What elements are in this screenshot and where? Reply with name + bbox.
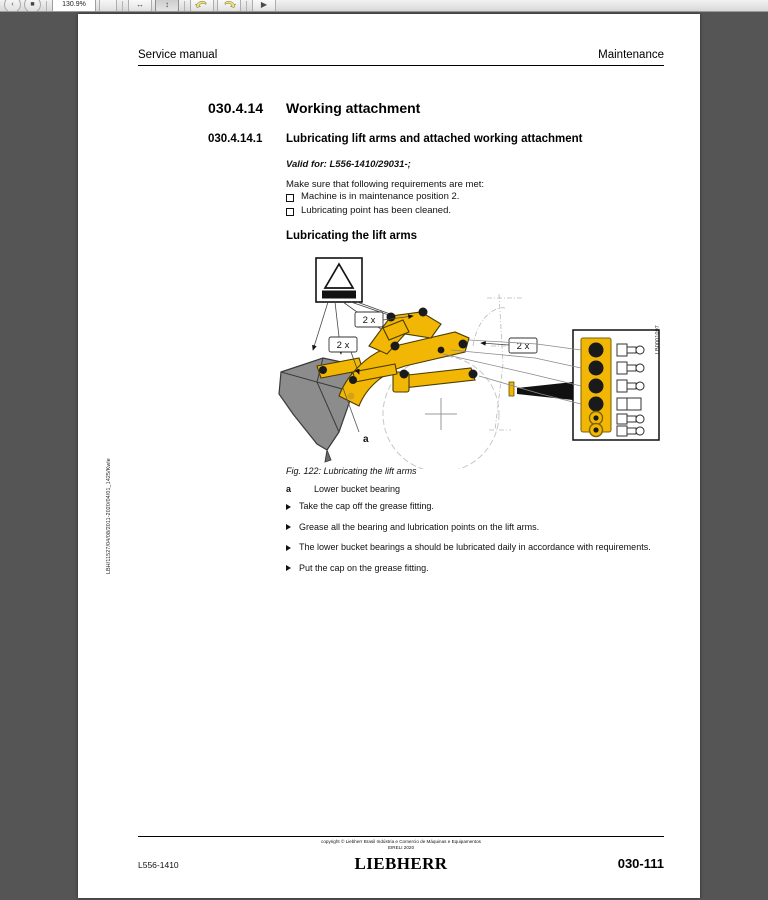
subsection-title: Lubricating the lift arms: [286, 230, 417, 242]
requirements-intro: Make sure that following requirements are met:: [286, 179, 485, 190]
page-content: [78, 14, 700, 898]
section-heading-1: [208, 100, 678, 116]
next-view-arrow-icon[interactable]: [217, 0, 241, 12]
running-head: [138, 49, 664, 66]
footer-rule: [138, 836, 664, 837]
document-side-code: LBH/11527/04/08/2011-2020/04/01_1425/Kwle: [106, 458, 112, 574]
section-1-title: Working attachment: [286, 100, 421, 116]
section-1-number: 030.4.14: [208, 100, 264, 116]
procedure-steps: [286, 501, 666, 583]
requirement-text: Machine is in maintenance position 2.: [301, 191, 460, 202]
requirement-item: [286, 191, 459, 203]
step-triangle-icon: [286, 524, 291, 530]
valid-for-note: Valid for: L556-1410/29031-;: [286, 159, 411, 170]
fit-width-icon[interactable]: ↔: [128, 0, 152, 12]
figure-caption: Fig. 122: Lubricating the lift arms: [286, 466, 417, 476]
procedure-step: [286, 542, 666, 554]
section-heading-2: [208, 133, 678, 145]
procedure-step: [286, 501, 666, 513]
central-lubrication-block: [573, 330, 659, 440]
fit-page-icon[interactable]: ↕: [155, 0, 179, 12]
zoom-stepper[interactable]: [99, 0, 117, 12]
requirement-item: [286, 205, 459, 217]
callout-2x-right: [481, 338, 537, 353]
svg-text:a: a: [363, 434, 369, 445]
step-text: The lower bucket bearings a should be lubricated daily in accordance with requirements.: [299, 542, 651, 552]
step-text: Take the cap off the grease fitting.: [299, 501, 434, 511]
svg-text:2 x: 2 x: [362, 315, 376, 326]
figure-lubricating-lift-arms: [273, 254, 678, 469]
grease-gun-icon: [316, 258, 362, 302]
legend-text: Lower bucket bearing: [314, 484, 401, 494]
procedure-step: [286, 522, 666, 534]
copyright-line-1: copyright © Liebherr Brasil Indústria e Comercio de Máquinas e Equipamentos: [321, 839, 481, 844]
svg-text:2 x: 2 x: [516, 341, 530, 352]
toolbar-separator: [46, 1, 47, 12]
toolbar-separator: [246, 1, 247, 12]
select-tool-icon[interactable]: ▶: [252, 0, 276, 12]
running-head-right: Maintenance: [598, 49, 664, 61]
requirements-list: [286, 191, 459, 219]
checkbox-icon: [286, 208, 294, 216]
section-2-title: Lubricating lift arms and attached working attachment: [286, 133, 583, 145]
step-triangle-icon: [286, 504, 291, 510]
copyright-notice: [138, 839, 664, 851]
step-triangle-icon: [286, 565, 291, 571]
step-text: Put the cap on the grease fitting.: [299, 562, 429, 573]
save-icon[interactable]: ■: [24, 0, 41, 12]
pdf-toolbar: [0, 0, 768, 12]
copyright-line-2: EIRELI 2020: [387, 845, 415, 851]
legend-key: a: [286, 484, 292, 494]
requirement-text: Lubricating point has been cleaned.: [301, 205, 452, 216]
section-2-number: 030.4.14.1: [208, 133, 263, 145]
running-head-left: Service manual: [138, 49, 218, 61]
back-arrow-icon[interactable]: ‹: [4, 0, 21, 12]
lift-arm-diagram: [273, 254, 678, 469]
svg-text:2 x: 2 x: [336, 340, 350, 351]
step-triangle-icon: [286, 545, 291, 551]
toolbar-separator: [122, 1, 123, 12]
footer-page-number: 030-111: [617, 856, 664, 871]
zoom-level-input[interactable]: 130.9%: [52, 0, 96, 12]
toolbar-separator: [184, 1, 185, 12]
step-text: Grease all the bearing and lubrication points on the lift arms.: [299, 521, 540, 532]
footer-model: L556-1410: [138, 860, 179, 870]
checkbox-icon: [286, 194, 294, 202]
previous-view-arrow-icon[interactable]: [190, 0, 214, 12]
brand-logo: LIEBHERR: [354, 854, 448, 873]
procedure-step: [286, 563, 666, 575]
lift-arm-assembly: [317, 312, 475, 406]
figure-legend: [286, 484, 400, 494]
figure-code: LB0001097: [655, 325, 661, 354]
pdf-page: [78, 14, 700, 898]
